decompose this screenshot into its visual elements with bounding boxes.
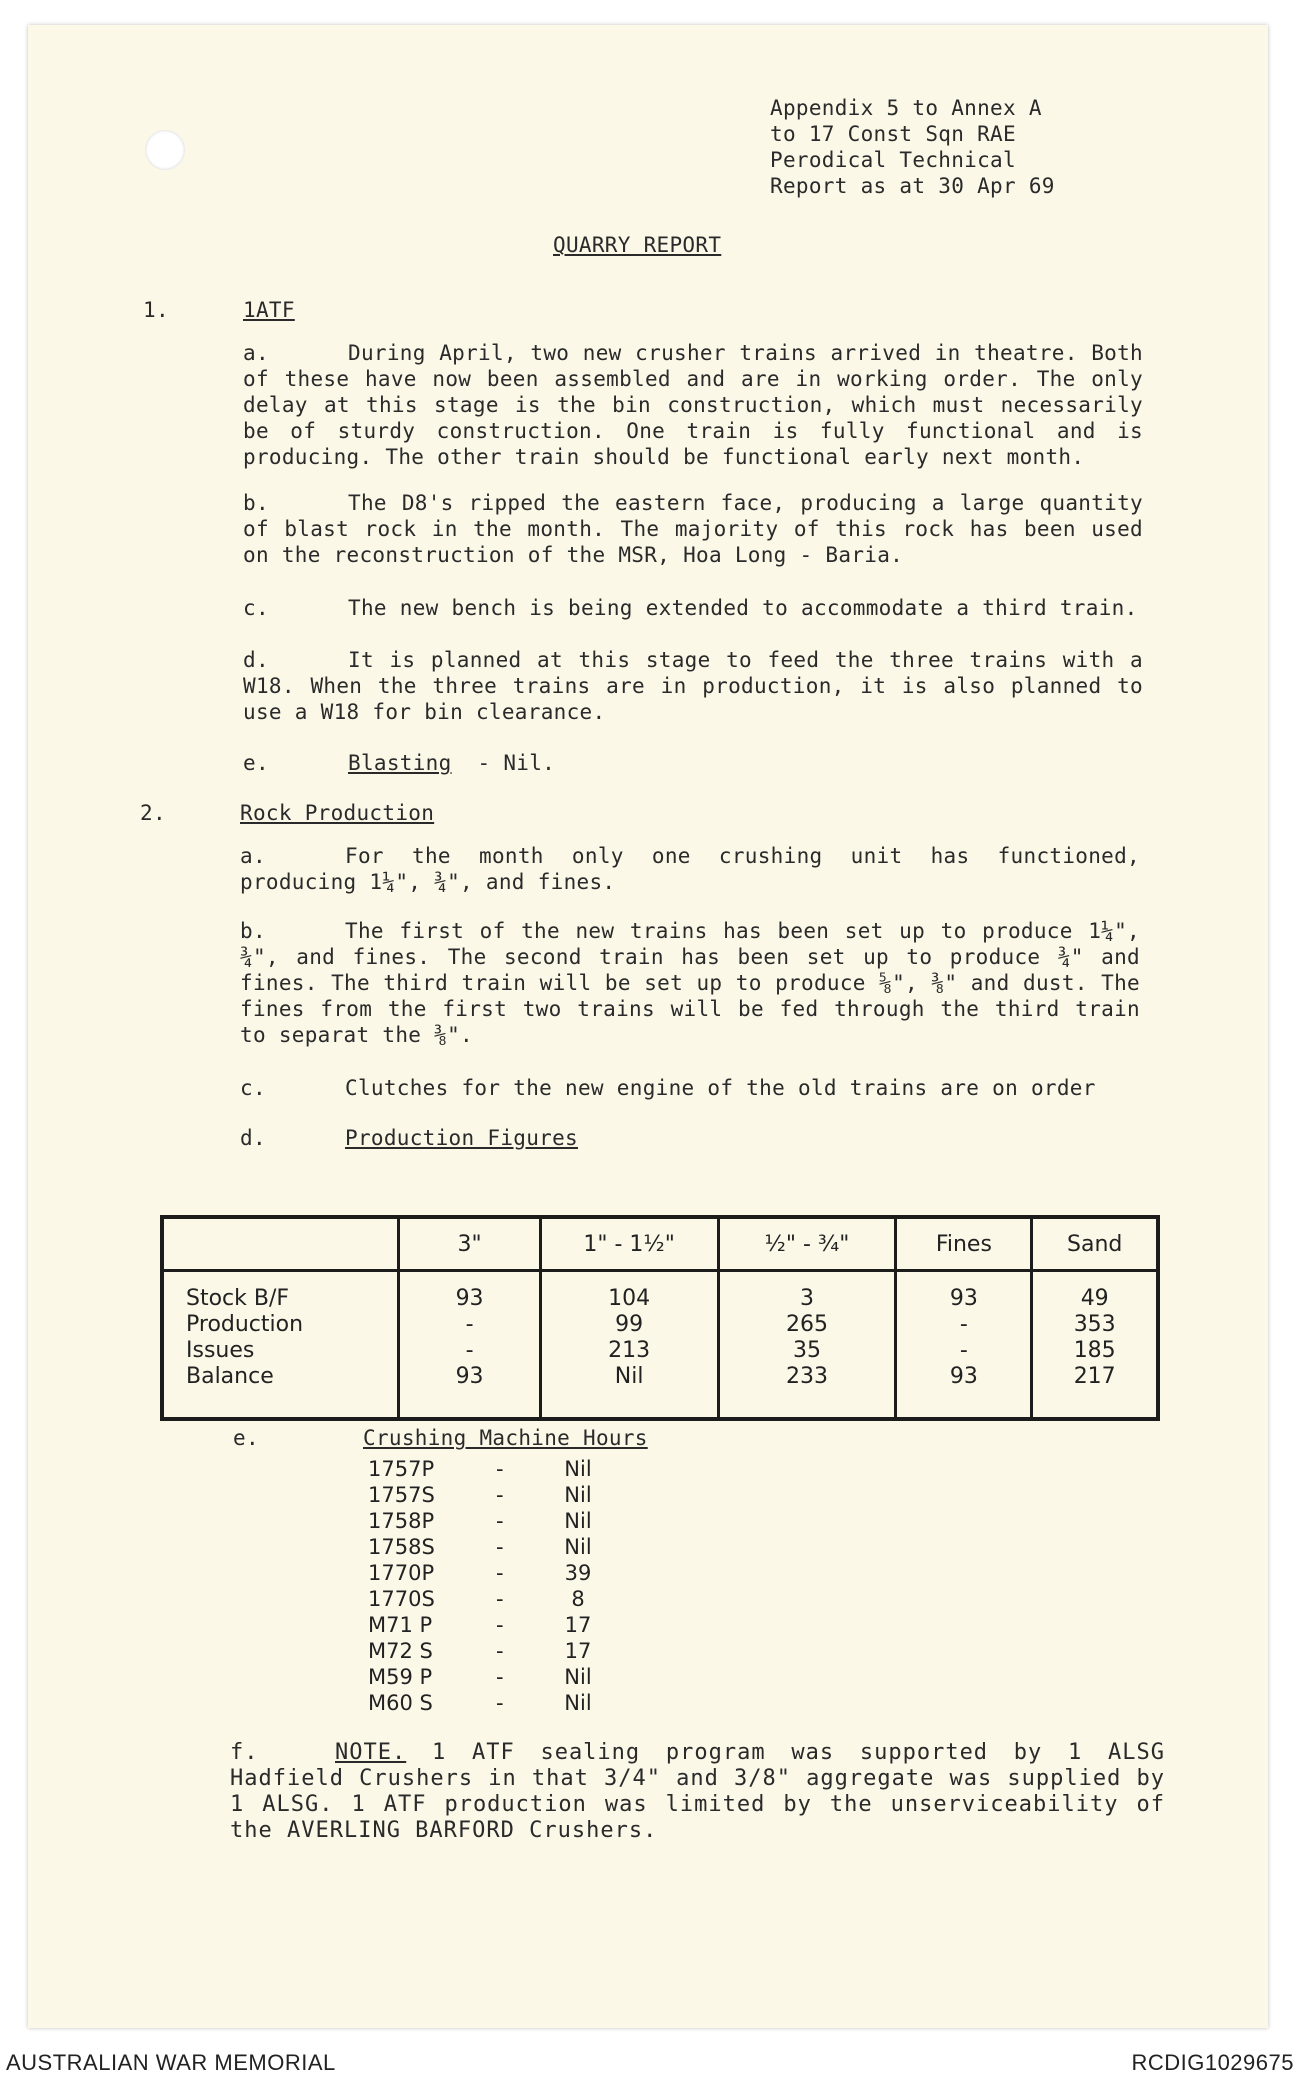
list-item <box>368 1587 608 1613</box>
hours-value: Nil <box>564 1665 592 1689</box>
paragraph-1e <box>243 750 555 776</box>
cell-value: - <box>959 1312 968 1337</box>
row-label: Production <box>186 1312 304 1337</box>
list-item <box>368 1561 608 1587</box>
cell-value: 213 <box>608 1338 651 1363</box>
paragraph-text: The first of the new trains has been set up to produce 1¼", ¾", and fines. The second train has been set up to produce ¾" and fines. The third train will be set up to produce ⅝", ⅜" and dust. The fines from the first two trains will be fed through the third train to separat the ⅜". <box>240 919 1140 1047</box>
footer-record-id: RCDIG1029675 <box>1131 2050 1294 2075</box>
section-heading: Rock Production <box>240 801 435 825</box>
header-line: Appendix 5 to Annex A <box>770 96 1042 120</box>
cell-value: 217 <box>1073 1364 1116 1389</box>
machine-code: M60 S <box>368 1691 433 1715</box>
item-label: c. <box>243 596 269 620</box>
cell-value: 99 <box>615 1312 644 1337</box>
table-cell <box>1032 1271 1158 1420</box>
paragraph-text: - Nil. <box>477 751 556 775</box>
document-title: QUARRY REPORT <box>553 233 722 257</box>
header-line: Report as at 30 Apr 69 <box>770 174 1055 198</box>
machine-code: 1757P <box>368 1457 435 1481</box>
paragraph-2b <box>240 918 1140 1048</box>
production-figures-table <box>160 1215 1160 1421</box>
paragraph-heading: Crushing Machine Hours <box>363 1426 648 1450</box>
cell-value: 104 <box>608 1286 651 1311</box>
machine-code: 1757S <box>368 1483 435 1507</box>
separator: - <box>496 1639 504 1663</box>
separator: - <box>496 1665 504 1689</box>
list-item <box>368 1483 608 1509</box>
paragraph-2c <box>240 1075 1096 1101</box>
cell-value: 233 <box>785 1364 828 1389</box>
item-label: f. <box>230 1740 259 1765</box>
table-header-row <box>162 1217 1158 1271</box>
hours-value: 8 <box>571 1587 585 1611</box>
list-item <box>368 1665 608 1691</box>
cell-value: 93 <box>455 1364 484 1389</box>
cell-value: 353 <box>1073 1312 1116 1337</box>
table-header-cell: Fines <box>896 1217 1032 1271</box>
table-cell <box>718 1271 896 1420</box>
machine-code: M72 S <box>368 1639 433 1663</box>
item-label: e. <box>243 751 269 775</box>
paragraph-2d <box>240 1125 578 1151</box>
cell-value: 35 <box>792 1338 821 1363</box>
paragraph-2e <box>233 1425 648 1451</box>
header-line: to 17 Const Sqn RAE <box>770 122 1016 146</box>
paragraph-1c <box>243 595 1143 621</box>
paragraph-text: For the month only one crushing unit has functioned, producing 1¼", ¾", and fines. <box>240 844 1140 894</box>
paragraph-text: The D8's ripped the eastern face, producing a large quantity of blast rock in the month. The majority of this rock has been used on the reconstruction of the MSR, Hoa Long - Baria. <box>243 491 1143 567</box>
header-line: Perodical Technical <box>770 148 1016 172</box>
cell-value: - <box>959 1338 968 1363</box>
paragraph-2f <box>230 1740 1165 1844</box>
table-cell <box>540 1271 718 1420</box>
hours-value: Nil <box>564 1535 592 1559</box>
separator: - <box>496 1535 504 1559</box>
paragraph-text: During April, two new crusher trains arrived in theatre. Both of these have now been assembled and are in working order. The only delay at this stage is the bin construction, which must necessarily be of sturdy construction. One train is fully functional and is producing. The other train should be functional early next month. <box>243 341 1143 469</box>
paragraph-text: Clutches for the new engine of the old trains are on order <box>345 1076 1096 1100</box>
cell-value: Nil <box>614 1364 644 1389</box>
table-header-cell: 1" - 1½" <box>540 1217 718 1271</box>
machine-code: 1758P <box>368 1509 435 1533</box>
cell-value: 93 <box>949 1364 978 1389</box>
machine-code: 1758S <box>368 1535 435 1559</box>
separator: - <box>496 1691 504 1715</box>
footer-archive-name: AUSTRALIAN WAR MEMORIAL <box>6 2050 336 2075</box>
cell-value: - <box>465 1338 474 1363</box>
item-label: a. <box>240 844 266 868</box>
cell-value: 49 <box>1080 1286 1109 1311</box>
machine-code: 1770P <box>368 1561 435 1585</box>
paragraph-heading: Blasting <box>348 751 452 775</box>
row-label: Balance <box>186 1364 274 1389</box>
table-header-cell: Sand <box>1032 1217 1158 1271</box>
table-header-cell: 3" <box>399 1217 540 1271</box>
paragraph-2a <box>240 843 1140 895</box>
list-item <box>368 1691 608 1717</box>
item-label: c. <box>240 1076 266 1100</box>
paragraph-heading: Production Figures <box>345 1126 578 1150</box>
table-cell <box>399 1271 540 1420</box>
separator: - <box>496 1483 504 1507</box>
machine-code: M59 P <box>368 1665 433 1689</box>
paragraph-text: 1 ATF sealing program was supported by 1 ALSG Hadfield Crushers in that 3/4" and 3/8" aggregate was supplied by 1 ALSG. 1 ATF production was limited by the unserviceability of the AVERLING BARFORD Crushers. <box>230 1740 1166 1843</box>
table-header-cell <box>162 1217 399 1271</box>
item-label: d. <box>243 648 269 672</box>
hours-value: Nil <box>564 1509 592 1533</box>
paragraph-text: It is planned at this stage to feed the three trains with a W18. When the three trains are in production, it is also planned to use a W18 for bin clearance. <box>243 648 1143 724</box>
separator: - <box>496 1587 504 1611</box>
cell-value: 93 <box>455 1286 484 1311</box>
cell-value: 185 <box>1073 1338 1116 1363</box>
paragraph-text: The new bench is being extended to accommodate a third train. <box>348 596 1138 620</box>
machine-code: 1770S <box>368 1587 435 1611</box>
item-label: a. <box>243 341 269 365</box>
hours-value: 39 <box>564 1561 592 1585</box>
separator: - <box>496 1457 504 1481</box>
hours-value: Nil <box>564 1691 592 1715</box>
section-heading: 1ATF <box>243 298 295 322</box>
row-label: Stock B/F <box>186 1286 290 1311</box>
machine-code: M71 P <box>368 1613 433 1637</box>
section-number: 2. <box>140 801 166 825</box>
list-item <box>368 1535 608 1561</box>
list-item <box>368 1509 608 1535</box>
item-label: b. <box>240 919 266 943</box>
item-label: b. <box>243 491 269 515</box>
hours-value: 17 <box>564 1639 592 1663</box>
item-label: e. <box>233 1426 259 1450</box>
cell-value: 3 <box>799 1286 814 1311</box>
separator: - <box>496 1509 504 1533</box>
table-header-cell: ½" - ¾" <box>718 1217 896 1271</box>
paragraph-1d <box>243 647 1143 725</box>
separator: - <box>496 1561 504 1585</box>
hours-value: Nil <box>564 1457 592 1481</box>
list-item <box>368 1613 608 1639</box>
row-labels-cell <box>162 1271 399 1420</box>
table-row <box>162 1271 1158 1420</box>
hours-value: Nil <box>564 1483 592 1507</box>
document-page <box>28 25 1268 2028</box>
paragraph-1b <box>243 490 1143 568</box>
item-label: d. <box>240 1126 266 1150</box>
note-label: NOTE. <box>335 1740 407 1765</box>
paragraph-1a <box>243 340 1143 470</box>
separator: - <box>496 1613 504 1637</box>
cell-value: 265 <box>785 1312 828 1337</box>
section-number: 1. <box>143 298 169 322</box>
hours-value: 17 <box>564 1613 592 1637</box>
cell-value: - <box>465 1312 474 1337</box>
table-cell <box>896 1271 1032 1420</box>
punch-hole <box>145 130 185 170</box>
row-label: Issues <box>186 1338 255 1363</box>
list-item <box>368 1457 608 1483</box>
list-item <box>368 1639 608 1665</box>
cell-value: 93 <box>949 1286 978 1311</box>
machine-hours-list <box>368 1457 608 1717</box>
